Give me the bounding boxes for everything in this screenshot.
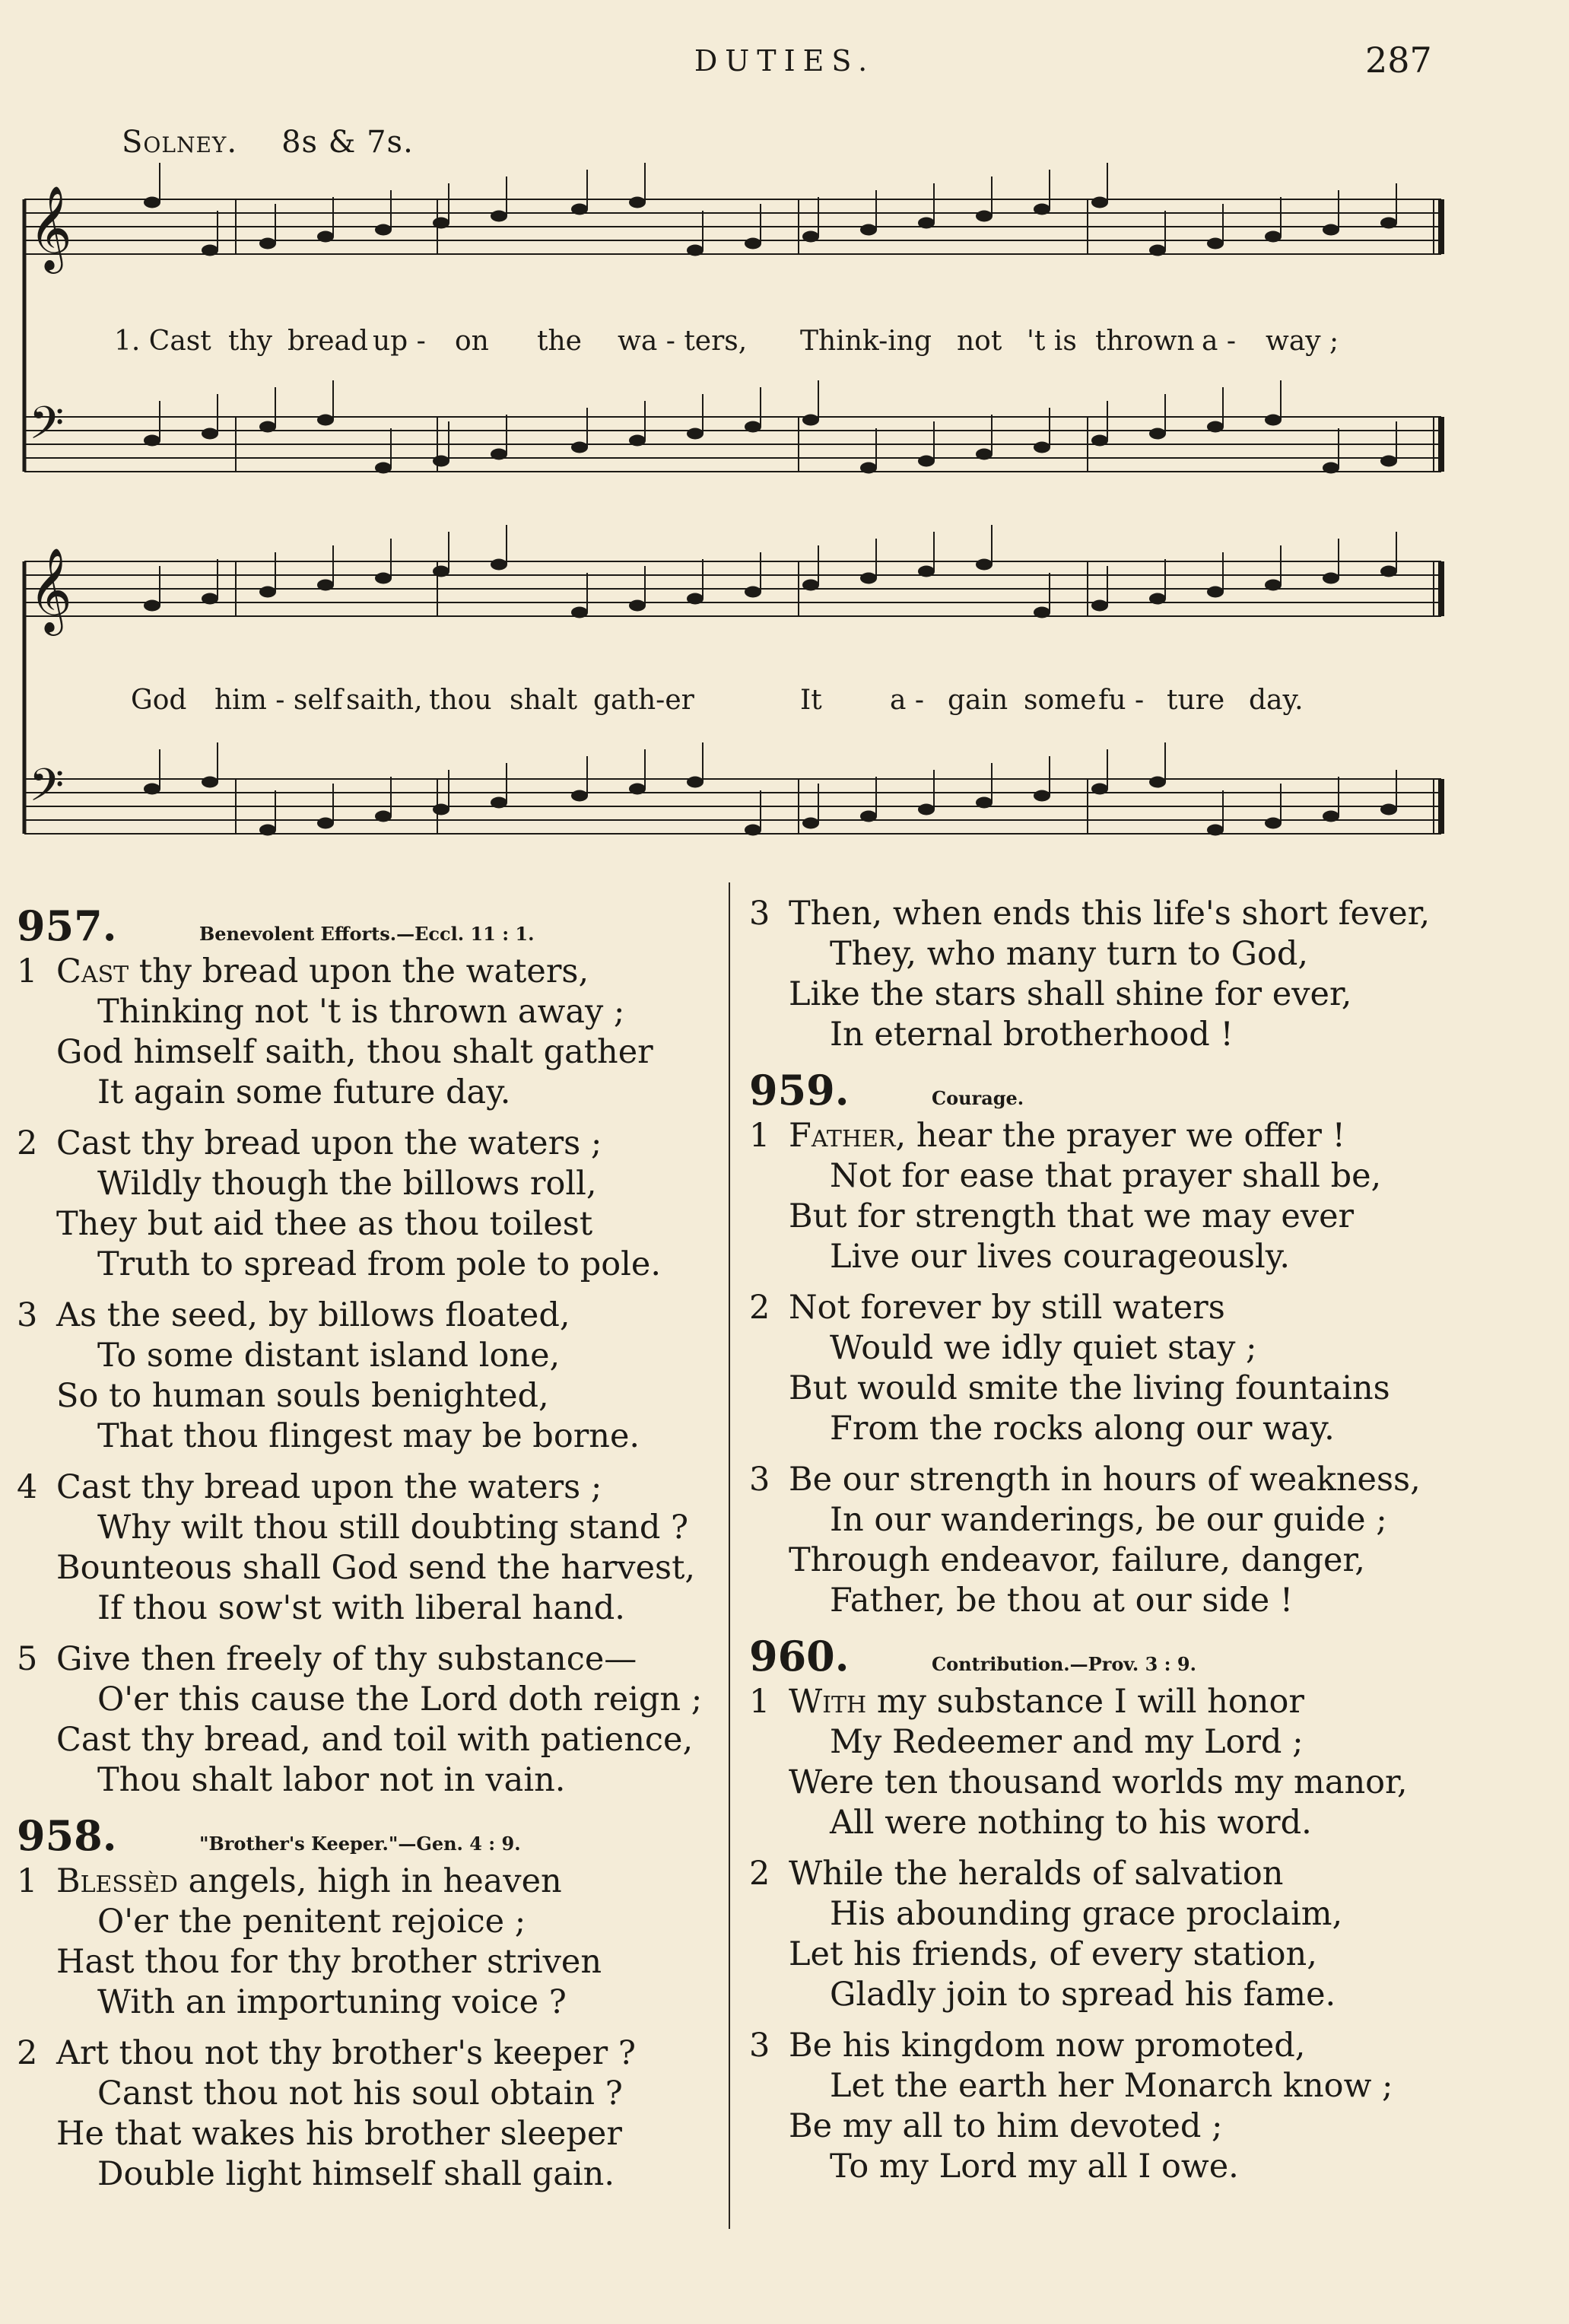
note-head <box>860 811 877 822</box>
stanza-number: 4 <box>17 1468 38 1506</box>
verse-line: Why wilt thou still doubting stand ? <box>97 1509 689 1547</box>
line-text: angels, high in heaven <box>177 1862 562 1900</box>
stanza <box>749 1288 1548 1449</box>
note-head <box>1380 804 1397 815</box>
note-head <box>860 224 877 236</box>
lyric-syllable: thrown <box>1095 326 1195 357</box>
note-head <box>491 797 507 809</box>
note-head <box>802 415 819 426</box>
note-head <box>1323 811 1339 822</box>
note-head <box>144 784 160 795</box>
hymn-title: Courage. <box>932 1087 1024 1109</box>
line-text: Cast thy bread upon the waters ; <box>56 1124 602 1162</box>
note-head <box>144 600 160 612</box>
note-head <box>202 428 218 440</box>
verse-line: Would we idly quiet stay ; <box>830 1329 1257 1367</box>
lyric-syllable: day. <box>1249 685 1304 716</box>
verse-line <box>749 1460 1548 1500</box>
line-text: Be his kingdom now promoted, <box>789 2027 1306 2065</box>
note-head <box>1149 777 1166 788</box>
note-head <box>802 580 819 591</box>
verse-line: O'er this cause the Lord doth reign ; <box>97 1680 703 1718</box>
note-head <box>687 777 704 788</box>
verse-line: So to human souls benighted, <box>56 1377 549 1415</box>
note-head <box>375 224 392 236</box>
line-text: my substance I will honor <box>866 1683 1304 1721</box>
line-text: Be our strength in hours of weakness, <box>789 1461 1421 1499</box>
note-head <box>802 231 819 243</box>
stanza <box>17 2033 716 2195</box>
hymn-960 <box>749 1632 1548 2187</box>
lyric-syllable: thou <box>429 685 492 716</box>
hymn-958-continued <box>749 894 1548 1055</box>
lyric-syllable: way ; <box>1266 326 1339 357</box>
verse-line: From the rocks along our way. <box>830 1410 1335 1448</box>
stanza <box>749 894 1548 1055</box>
hymn-heading <box>17 901 716 950</box>
note-head <box>1207 825 1224 836</box>
note-head <box>491 559 507 571</box>
music-lyric-line-2 <box>0 685 1569 723</box>
verse-line: Were ten thousand worlds my manor, <box>789 1763 1408 1801</box>
lyric-syllable: thy <box>228 326 272 357</box>
note-head <box>1091 197 1108 208</box>
verse-line: Be my all to him devoted ; <box>789 2107 1223 2145</box>
verse-line: It again some future day. <box>97 1073 511 1111</box>
stanza-number: 3 <box>749 1461 770 1499</box>
hymn-number: 957. <box>17 901 117 950</box>
first-word: Cast <box>56 952 129 990</box>
line-text: While the heralds of salvation <box>789 1855 1284 1893</box>
note-head <box>1265 231 1282 243</box>
stanza-number: 1 <box>749 1683 770 1721</box>
stanza <box>17 1467 716 1629</box>
note-head <box>687 245 704 256</box>
note-head <box>745 587 761 598</box>
hymn-958 <box>17 1811 716 2195</box>
verse-line: Thinking not 't is thrown away ; <box>97 993 625 1031</box>
verse-line: Double light himself shall gain. <box>97 2155 615 2193</box>
note-head <box>1207 238 1224 250</box>
verse-line <box>17 1296 716 1336</box>
verse-line <box>17 1861 716 1902</box>
note-head <box>1323 463 1339 474</box>
line-text: Cast thy bread upon the waters ; <box>56 1468 602 1506</box>
note-head <box>317 580 334 591</box>
lyric-syllable: 't is <box>1027 326 1077 357</box>
note-head <box>1380 456 1397 467</box>
note-head <box>745 238 761 250</box>
note-head <box>375 573 392 584</box>
note-head <box>317 818 334 829</box>
note-head <box>918 804 935 815</box>
final-barline <box>1438 417 1444 472</box>
stanza <box>17 952 716 1113</box>
note-head <box>571 790 588 802</box>
verse-line: He that wakes his brother sleeper <box>56 2115 622 2153</box>
lyric-syllable: 1. Cast <box>114 326 211 357</box>
verse-line: In eternal brotherhood ! <box>830 1016 1234 1054</box>
tune-name: Solney. <box>122 125 238 160</box>
lyric-syllable: shalt <box>510 685 578 716</box>
note-head <box>687 428 704 440</box>
hymn-heading <box>749 1066 1548 1114</box>
lyric-syllable: gain <box>948 685 1008 716</box>
verse-line <box>749 2026 1548 2066</box>
verse-line: If thou sow'st with liberal hand. <box>97 1589 625 1627</box>
stanza-number: 2 <box>749 1855 770 1893</box>
stanza-number: 3 <box>749 895 770 933</box>
stanza <box>17 1861 716 2023</box>
page-number: 287 <box>1365 40 1432 81</box>
note-head <box>571 607 588 618</box>
line-text: Give then freely of thy substance— <box>56 1640 637 1678</box>
verse-line: Through endeavor, failure, danger, <box>789 1541 1365 1579</box>
lyric-syllable: fu - <box>1098 685 1145 716</box>
line-text: Art thou not thy brother's keeper ? <box>56 2034 636 2072</box>
stanza-number: 3 <box>17 1296 38 1334</box>
note-head <box>629 784 646 795</box>
verse-line: To some distant island lone, <box>97 1337 561 1375</box>
verse-line: Like the stars shall shine for ever, <box>789 975 1352 1013</box>
note-head <box>433 804 449 815</box>
verse-line <box>749 1854 1548 1894</box>
note-head <box>860 463 877 474</box>
stanza-number: 5 <box>17 1640 38 1678</box>
note-head <box>687 593 704 605</box>
note-head <box>571 442 588 453</box>
verse-line: Hast thou for thy brother striven <box>56 1943 602 1981</box>
verse-line <box>17 2033 716 2074</box>
verse-line: They, who many turn to God, <box>830 935 1309 973</box>
verse-line: Truth to spread from pole to pole. <box>97 1245 662 1283</box>
note-head <box>629 197 646 208</box>
note-head <box>1380 218 1397 229</box>
note-head <box>1034 790 1050 802</box>
note-head <box>918 456 935 467</box>
note-head <box>433 218 449 229</box>
lyric-syllable: wa - ters, <box>618 326 748 357</box>
note-head <box>1265 580 1282 591</box>
note-head <box>1034 607 1050 618</box>
left-column <box>17 894 716 2205</box>
note-head <box>1091 600 1108 612</box>
final-barline <box>1438 199 1444 254</box>
stanza <box>17 1124 716 1285</box>
line-text: hear the prayer we offer ! <box>906 1117 1345 1155</box>
verse-line: Live our lives courageously. <box>830 1238 1290 1276</box>
lyric-syllable: up - <box>373 326 426 357</box>
note-head <box>317 231 334 243</box>
lyric-syllable: bread <box>287 326 369 357</box>
note-head <box>259 825 276 836</box>
line-text: thy bread upon the waters, <box>129 952 589 990</box>
lyric-syllable: God <box>131 685 187 716</box>
note-head <box>918 566 935 577</box>
verse-line: Gladly join to spread his fame. <box>830 1976 1336 2014</box>
verse-line: But for strength that we may ever <box>789 1197 1355 1235</box>
verse-line: Thou shalt labor not in vain. <box>97 1761 566 1799</box>
verse-line: Cast thy bread, and toil with patience, <box>56 1721 694 1759</box>
column-divider <box>729 882 730 2229</box>
verse-line <box>17 1124 716 1164</box>
stanza-number: 1 <box>17 952 38 990</box>
lyric-syllable: gath-er <box>593 685 694 716</box>
lyric-syllable: not <box>957 326 1002 357</box>
hymn-959 <box>749 1066 1548 1621</box>
hymn-number: 960. <box>749 1632 850 1680</box>
verse-line: That thou flingest may be borne. <box>97 1417 640 1455</box>
stanza <box>749 1116 1548 1277</box>
note-head <box>491 211 507 222</box>
verse-line: His abounding grace proclaim, <box>830 1895 1343 1933</box>
note-head <box>1207 421 1224 433</box>
first-word: With <box>789 1683 867 1721</box>
stanza-number: 2 <box>17 1124 38 1162</box>
hymn-title: Benevolent Efforts.—Eccl. 11 : 1. <box>199 923 535 945</box>
note-head <box>745 421 761 433</box>
note-head <box>144 197 160 208</box>
note-head <box>1149 593 1166 605</box>
note-head <box>491 449 507 460</box>
hymn-heading <box>17 1811 716 1860</box>
lyric-syllable: on <box>455 326 489 357</box>
lyric-syllable: him - self <box>214 685 343 716</box>
note-head <box>571 204 588 215</box>
note-head <box>1034 442 1050 453</box>
lyric-syllable: a - <box>890 685 925 716</box>
first-word: Blessèd <box>56 1862 178 1900</box>
verse-line: With an importuning voice ? <box>97 1983 567 2021</box>
stanza <box>749 1460 1548 1621</box>
note-head <box>918 218 935 229</box>
note-head <box>629 435 646 447</box>
verse-line: God himself saith, thou shalt gather <box>56 1033 653 1071</box>
first-word: Father, <box>789 1117 907 1155</box>
music-lyric-line-1 <box>0 326 1569 364</box>
final-barline <box>1438 561 1444 616</box>
verse-line: Let the earth her Monarch know ; <box>830 2067 1393 2105</box>
verse-line <box>749 894 1548 934</box>
verse-line: To my Lord my all I owe. <box>830 2148 1239 2186</box>
stanza <box>749 1682 1548 1843</box>
lyric-syllable: some <box>1024 685 1097 716</box>
verse-line: Not for ease that prayer shall be, <box>830 1157 1382 1195</box>
lyric-syllable: a - <box>1202 326 1237 357</box>
note-head <box>317 415 334 426</box>
stanza-number: 1 <box>17 1862 38 1900</box>
note-head <box>976 211 993 222</box>
lyric-syllable: ture <box>1167 685 1225 716</box>
note-head <box>629 600 646 612</box>
note-head <box>976 797 993 809</box>
bass-clef: 𝄢 <box>29 396 65 460</box>
note-head <box>202 245 218 256</box>
stanza-number: 2 <box>749 1289 770 1327</box>
note-head <box>375 463 392 474</box>
verse-line: Canst thou not his soul obtain ? <box>97 2074 623 2113</box>
tune-meter: 8s & 7s. <box>281 125 414 160</box>
note-head <box>860 573 877 584</box>
stanza <box>17 1639 716 1801</box>
verse-line <box>17 1639 716 1680</box>
verse-line <box>17 1467 716 1508</box>
verse-line: All were nothing to his word. <box>830 1804 1312 1842</box>
line-text: Then, when ends this life's short fever, <box>789 895 1431 933</box>
note-head <box>1323 573 1339 584</box>
note-head <box>1265 415 1282 426</box>
note-head <box>259 587 276 598</box>
note-head <box>1149 428 1166 440</box>
note-head <box>1207 587 1224 598</box>
verse-line: Let his friends, of every station, <box>789 1935 1317 1973</box>
verse-line <box>749 1682 1548 1722</box>
note-head <box>1265 818 1282 829</box>
treble-clef: 𝄞 <box>29 185 72 270</box>
music-score <box>0 0 1569 875</box>
line-text: Not forever by still waters <box>789 1289 1225 1327</box>
note-head <box>976 559 993 571</box>
note-head <box>1091 784 1108 795</box>
note-head <box>433 456 449 467</box>
verse-line: O'er the penitent rejoice ; <box>97 1903 526 1941</box>
stanza <box>749 1854 1548 2015</box>
verse-line: But would smite the living fountains <box>789 1369 1390 1407</box>
stanza <box>749 2026 1548 2187</box>
hymn-heading <box>749 1632 1548 1680</box>
verse-line: Wildly though the billows roll, <box>97 1165 597 1203</box>
note-head <box>1034 204 1050 215</box>
note-head <box>1323 224 1339 236</box>
treble-clef: 𝄞 <box>29 547 72 632</box>
lyric-syllable: the <box>537 326 582 357</box>
verse-line: In our wanderings, be our guide ; <box>830 1501 1387 1539</box>
note-head <box>259 238 276 250</box>
note-head <box>202 777 218 788</box>
note-head <box>144 435 160 447</box>
note-head <box>1380 566 1397 577</box>
stanza <box>17 1296 716 1457</box>
running-title: DUTIES. <box>694 44 875 78</box>
verse-line: My Redeemer and my Lord ; <box>830 1723 1304 1761</box>
hymn-title: "Brother's Keeper."—Gen. 4 : 9. <box>199 1833 521 1855</box>
verse-line <box>749 1288 1548 1328</box>
lyric-syllable: saith, <box>346 685 423 716</box>
stanza-number: 3 <box>749 2027 770 2065</box>
verse-line <box>17 952 716 992</box>
verse-line: They but aid thee as thou toilest <box>56 1205 593 1243</box>
stanza-number: 1 <box>749 1117 770 1155</box>
line-text: As the seed, by billows floated, <box>56 1296 570 1334</box>
verse-line <box>749 1116 1548 1156</box>
stanza-number: 2 <box>17 2034 38 2072</box>
note-head <box>976 449 993 460</box>
hymn-number: 958. <box>17 1811 117 1860</box>
note-head <box>745 825 761 836</box>
hymn-title: Contribution.—Prov. 3 : 9. <box>932 1653 1196 1675</box>
note-head <box>202 593 218 605</box>
note-head <box>259 421 276 433</box>
bass-clef: 𝄢 <box>29 758 65 822</box>
final-barline <box>1438 779 1444 834</box>
hymn-957 <box>17 901 716 1801</box>
note-head <box>1091 435 1108 447</box>
verse-line: Father, be thou at our side ! <box>830 1582 1294 1620</box>
verse-line: Bounteous shall God send the harvest, <box>56 1549 696 1587</box>
note-head <box>375 811 392 822</box>
note-head <box>433 566 449 577</box>
right-column <box>749 894 1548 2198</box>
note-head <box>802 818 819 829</box>
lyric-syllable: It <box>800 685 822 716</box>
lyric-syllable: Think-ing <box>800 326 932 357</box>
note-head <box>1149 245 1166 256</box>
hymn-number: 959. <box>749 1066 850 1114</box>
